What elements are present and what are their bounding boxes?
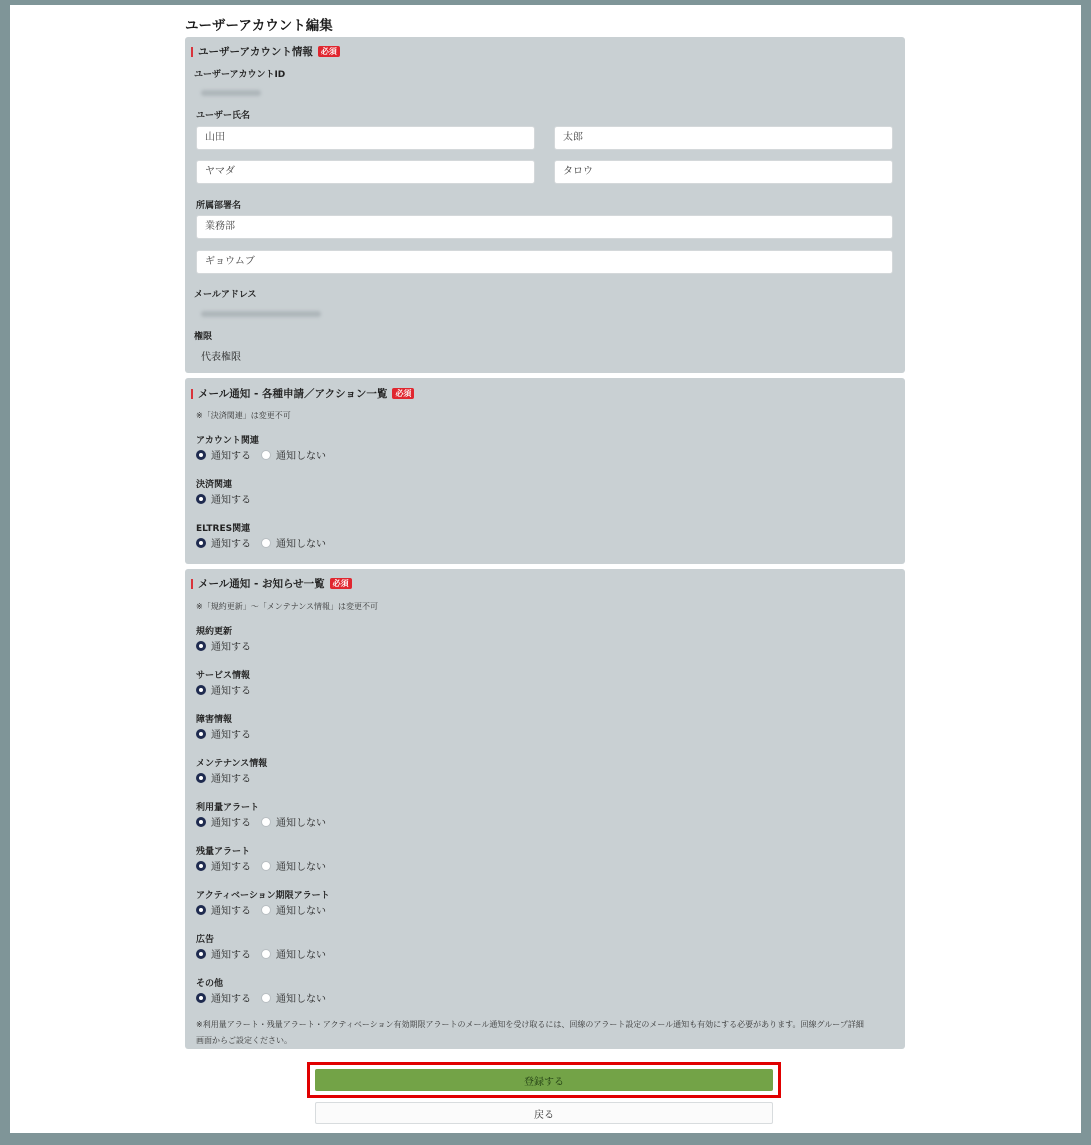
radio-no-notify[interactable] bbox=[261, 535, 326, 550]
notification-item-label: 障害情報 bbox=[196, 715, 233, 725]
notification-item-label: 利用量アラート bbox=[196, 803, 260, 813]
action-notification-note: ※「決済関連」は変更不可 bbox=[196, 411, 291, 420]
radio-label: 通知しない bbox=[276, 539, 326, 550]
notification-radio-group bbox=[196, 447, 336, 462]
notification-item-label: サービス情報 bbox=[196, 671, 251, 681]
radio-label: 通知しない bbox=[276, 862, 326, 873]
radio-label: 通知する bbox=[211, 818, 251, 829]
radio-label: 通知する bbox=[211, 495, 251, 506]
radio-no-notify[interactable] bbox=[261, 447, 326, 462]
notice-notification-panel bbox=[185, 569, 905, 1049]
page-title: ユーザーアカウント編集 bbox=[185, 18, 333, 34]
notice-notification-heading bbox=[191, 576, 352, 591]
department-kana-field[interactable]: ギョウムブ bbox=[196, 250, 893, 274]
radio-label: 通知する bbox=[211, 686, 251, 697]
submit-button[interactable]: 登録する bbox=[315, 1069, 773, 1091]
account-info-title: ユーザーアカウント情報 bbox=[198, 46, 313, 58]
radio-dot-icon[interactable] bbox=[196, 729, 206, 739]
radio-notify[interactable] bbox=[196, 990, 251, 1005]
radio-dot-icon[interactable] bbox=[196, 993, 206, 1003]
department-field[interactable]: 業務部 bbox=[196, 215, 893, 239]
radio-dot-icon[interactable] bbox=[261, 949, 271, 959]
notification-radio-group bbox=[196, 902, 336, 917]
notification-item-label: 規約更新 bbox=[196, 627, 233, 637]
notification-radio-group bbox=[196, 682, 261, 697]
heading-accent-bar bbox=[191, 579, 193, 589]
radio-no-notify[interactable] bbox=[261, 902, 326, 917]
notification-item-label: 決済関連 bbox=[196, 480, 233, 490]
radio-dot-icon[interactable] bbox=[261, 993, 271, 1003]
last-name-field[interactable]: 山田 bbox=[196, 126, 535, 150]
notification-radio-group bbox=[196, 946, 336, 961]
radio-dot-icon[interactable] bbox=[196, 773, 206, 783]
heading-accent-bar bbox=[191, 389, 193, 399]
notification-item-label: アクティベーション期限アラート bbox=[196, 891, 330, 901]
radio-label: 通知する bbox=[211, 906, 251, 917]
radio-label: 通知しない bbox=[276, 451, 326, 462]
notification-item-label: 広告 bbox=[196, 935, 215, 945]
radio-label: 通知する bbox=[211, 451, 251, 462]
radio-notify[interactable] bbox=[196, 726, 251, 741]
notification-item-label: ELTRES関連 bbox=[196, 524, 251, 534]
radio-dot-icon[interactable] bbox=[261, 817, 271, 827]
notice-footnote-line1: ※利用量アラート・残量アラート・アクティベーション有効期限アラートのメール通知を受け取るには、回線のアラート設定のメール通知も有効にする必要があります。回線グループ詳細 bbox=[196, 1020, 864, 1029]
notice-notification-note: ※「規約更新」～「メンテナンス情報」は変更不可 bbox=[196, 602, 379, 611]
submit-highlight-box bbox=[307, 1062, 781, 1098]
notification-radio-group bbox=[196, 990, 336, 1005]
first-name-field[interactable]: 太郎 bbox=[554, 126, 893, 150]
action-notification-title: メール通知 - 各種申請／アクション一覧 bbox=[198, 388, 388, 400]
radio-notify[interactable] bbox=[196, 946, 251, 961]
radio-label: 通知しない bbox=[276, 818, 326, 829]
radio-dot-icon[interactable] bbox=[261, 861, 271, 871]
notification-item-label: アカウント関連 bbox=[196, 436, 259, 446]
notification-radio-group bbox=[196, 535, 336, 550]
radio-no-notify[interactable] bbox=[261, 990, 326, 1005]
radio-dot-icon[interactable] bbox=[196, 949, 206, 959]
radio-notify[interactable] bbox=[196, 902, 251, 917]
radio-label: 通知しない bbox=[276, 950, 326, 961]
action-notification-heading bbox=[191, 386, 414, 401]
radio-notify[interactable] bbox=[196, 491, 251, 506]
radio-label: 通知しない bbox=[276, 906, 326, 917]
required-badge: 必須 bbox=[330, 578, 352, 589]
heading-accent-bar bbox=[191, 47, 193, 57]
radio-dot-icon[interactable] bbox=[196, 494, 206, 504]
radio-notify[interactable] bbox=[196, 638, 251, 653]
account-info-heading bbox=[191, 44, 340, 59]
radio-dot-icon[interactable] bbox=[196, 641, 206, 651]
radio-dot-icon[interactable] bbox=[196, 450, 206, 460]
notification-item-label: その他 bbox=[196, 979, 224, 989]
radio-notify[interactable] bbox=[196, 814, 251, 829]
back-button[interactable]: 戻る bbox=[315, 1102, 773, 1124]
role-value: 代表権限 bbox=[201, 352, 241, 363]
department-label: 所属部署名 bbox=[196, 201, 242, 211]
action-notification-panel bbox=[185, 378, 905, 564]
radio-label: 通知する bbox=[211, 862, 251, 873]
radio-label: 通知する bbox=[211, 994, 251, 1005]
radio-label: 通知する bbox=[211, 730, 251, 741]
radio-notify[interactable] bbox=[196, 858, 251, 873]
radio-notify[interactable] bbox=[196, 682, 251, 697]
notification-radio-group bbox=[196, 726, 261, 741]
radio-notify[interactable] bbox=[196, 535, 251, 550]
email-label: メールアドレス bbox=[194, 290, 257, 300]
notification-item-label: 残量アラート bbox=[196, 847, 251, 857]
radio-label: 通知する bbox=[211, 642, 251, 653]
required-badge: 必須 bbox=[318, 46, 340, 57]
notification-radio-group bbox=[196, 814, 336, 829]
required-badge: 必須 bbox=[392, 388, 414, 399]
notification-radio-group bbox=[196, 638, 261, 653]
radio-label: 通知する bbox=[211, 774, 251, 785]
page-frame bbox=[10, 5, 1081, 1133]
radio-dot-icon[interactable] bbox=[261, 538, 271, 548]
notice-notification-title: メール通知 - お知らせ一覧 bbox=[198, 578, 325, 590]
radio-dot-icon[interactable] bbox=[196, 905, 206, 915]
account-id-label: ユーザーアカウントID bbox=[194, 70, 286, 80]
radio-dot-icon[interactable] bbox=[261, 905, 271, 915]
role-label: 権限 bbox=[194, 332, 213, 342]
account-info-panel bbox=[185, 37, 905, 373]
notice-footnote-line2: 画面からご設定ください。 bbox=[196, 1036, 292, 1045]
radio-dot-icon[interactable] bbox=[261, 450, 271, 460]
radio-label: 通知する bbox=[211, 950, 251, 961]
notification-item-label: メンテナンス情報 bbox=[196, 759, 268, 769]
radio-dot-icon[interactable] bbox=[196, 817, 206, 827]
radio-no-notify[interactable] bbox=[261, 814, 326, 829]
notification-radio-group bbox=[196, 770, 261, 785]
account-id-value-redacted bbox=[201, 90, 261, 96]
user-name-label: ユーザー氏名 bbox=[196, 111, 251, 121]
notification-radio-group bbox=[196, 491, 261, 506]
radio-label: 通知しない bbox=[276, 994, 326, 1005]
notification-radio-group bbox=[196, 858, 336, 873]
radio-dot-icon[interactable] bbox=[196, 861, 206, 871]
first-name-kana-field[interactable]: タロウ bbox=[554, 160, 893, 184]
email-value-redacted bbox=[201, 311, 321, 317]
radio-no-notify[interactable] bbox=[261, 946, 326, 961]
radio-dot-icon[interactable] bbox=[196, 685, 206, 695]
last-name-kana-field[interactable]: ヤマダ bbox=[196, 160, 535, 184]
radio-label: 通知する bbox=[211, 539, 251, 550]
radio-no-notify[interactable] bbox=[261, 858, 326, 873]
radio-dot-icon[interactable] bbox=[196, 538, 206, 548]
radio-notify[interactable] bbox=[196, 447, 251, 462]
radio-notify[interactable] bbox=[196, 770, 251, 785]
